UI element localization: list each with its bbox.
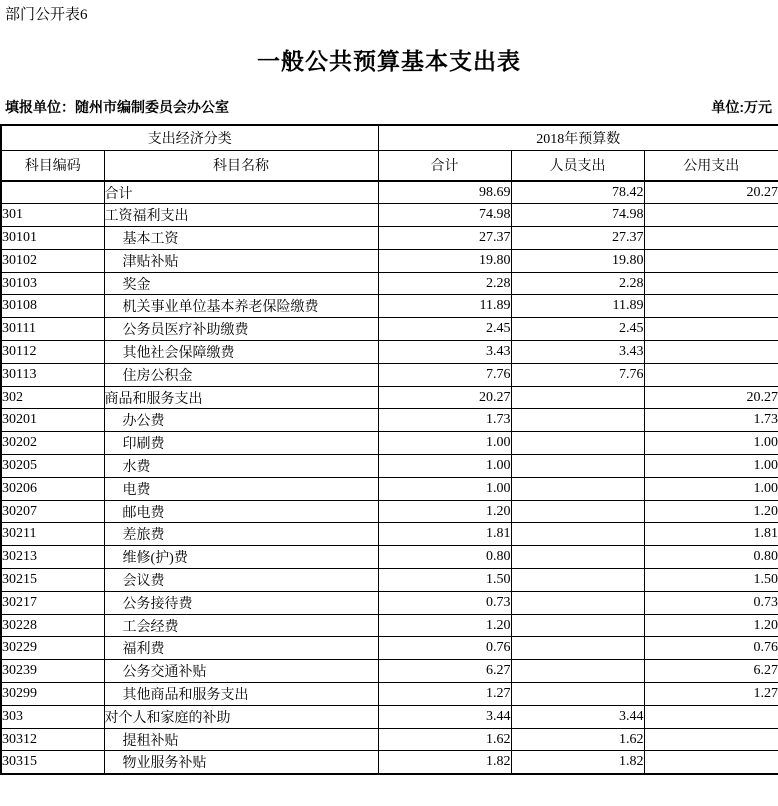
row-total: 6.27 xyxy=(378,660,511,683)
row-public: 1.20 xyxy=(644,614,778,637)
table-row xyxy=(1,249,778,272)
table-row xyxy=(1,500,778,523)
table-row xyxy=(1,614,778,637)
col-group-budget-2018: 2018年预算数 xyxy=(378,125,778,150)
row-personnel: 19.80 xyxy=(511,249,644,272)
row-public: 1.73 xyxy=(644,409,778,432)
row-total: 1.00 xyxy=(378,455,511,478)
table-row xyxy=(1,318,778,341)
row-personnel xyxy=(511,409,644,432)
row-personnel xyxy=(511,455,644,478)
row-name: 机关事业单位基本养老保险缴费 xyxy=(104,295,378,318)
row-code: 30299 xyxy=(1,683,104,706)
row-personnel xyxy=(511,683,644,706)
row-total: 27.37 xyxy=(378,227,511,250)
row-personnel xyxy=(511,614,644,637)
table-row xyxy=(1,181,778,204)
row-name: 会议费 xyxy=(104,569,378,592)
row-name: 对个人和家庭的补助 xyxy=(104,705,378,728)
row-total: 3.43 xyxy=(378,341,511,364)
row-personnel: 11.89 xyxy=(511,295,644,318)
row-public xyxy=(644,295,778,318)
row-code: 30217 xyxy=(1,591,104,614)
row-personnel xyxy=(511,591,644,614)
row-personnel xyxy=(511,500,644,523)
row-code: 30205 xyxy=(1,455,104,478)
row-code: 30215 xyxy=(1,569,104,592)
row-personnel xyxy=(511,637,644,660)
row-name: 福利费 xyxy=(104,637,378,660)
table-row xyxy=(1,591,778,614)
table-row xyxy=(1,204,778,227)
row-public: 1.00 xyxy=(644,477,778,500)
row-public: 6.27 xyxy=(644,660,778,683)
row-personnel: 74.98 xyxy=(511,204,644,227)
row-name: 津贴补贴 xyxy=(104,249,378,272)
table-row xyxy=(1,432,778,455)
unit-note: 单位:万元 xyxy=(711,99,772,115)
row-code: 30207 xyxy=(1,500,104,523)
meta-row xyxy=(5,99,772,115)
row-name: 印刷费 xyxy=(104,432,378,455)
row-code: 303 xyxy=(1,705,104,728)
col-header-public: 公用支出 xyxy=(644,150,778,181)
table-row xyxy=(1,523,778,546)
row-total: 0.80 xyxy=(378,546,511,569)
table-row xyxy=(1,637,778,660)
row-name: 电费 xyxy=(104,477,378,500)
row-code: 30102 xyxy=(1,249,104,272)
table-row xyxy=(1,705,778,728)
row-public xyxy=(644,341,778,364)
table-row xyxy=(1,683,778,706)
row-public xyxy=(644,363,778,386)
row-public: 1.00 xyxy=(644,432,778,455)
sheet-label: 部门公开表6 xyxy=(5,7,88,23)
row-total: 1.00 xyxy=(378,432,511,455)
row-code: 30201 xyxy=(1,409,104,432)
row-personnel: 78.42 xyxy=(511,181,644,204)
row-public xyxy=(644,227,778,250)
row-name: 水费 xyxy=(104,455,378,478)
row-name: 公务接待费 xyxy=(104,591,378,614)
row-name: 办公费 xyxy=(104,409,378,432)
table-row xyxy=(1,295,778,318)
row-code: 30239 xyxy=(1,660,104,683)
table-row xyxy=(1,660,778,683)
row-personnel: 2.45 xyxy=(511,318,644,341)
filing-unit-label: 填报单位：随州市编制委员会办公室 xyxy=(5,99,229,115)
page-title: 一般公共预算基本支出表 xyxy=(257,48,521,74)
row-name: 奖金 xyxy=(104,272,378,295)
row-personnel xyxy=(511,432,644,455)
row-code: 30101 xyxy=(1,227,104,250)
row-total: 0.73 xyxy=(378,591,511,614)
row-personnel xyxy=(511,477,644,500)
row-total: 98.69 xyxy=(378,181,511,204)
row-total: 2.28 xyxy=(378,272,511,295)
row-public xyxy=(644,272,778,295)
row-total: 1.27 xyxy=(378,683,511,706)
table-row xyxy=(1,728,778,751)
row-code: 30111 xyxy=(1,318,104,341)
row-personnel xyxy=(511,660,644,683)
row-personnel: 27.37 xyxy=(511,227,644,250)
row-code: 30202 xyxy=(1,432,104,455)
table-row xyxy=(1,272,778,295)
row-personnel xyxy=(511,386,644,409)
row-code: 30112 xyxy=(1,341,104,364)
row-code: 30103 xyxy=(1,272,104,295)
row-total: 0.76 xyxy=(378,637,511,660)
row-public: 1.50 xyxy=(644,569,778,592)
row-code: 30211 xyxy=(1,523,104,546)
row-personnel: 1.82 xyxy=(511,751,644,774)
col-group-classification: 支出经济分类 xyxy=(1,125,378,150)
table-row xyxy=(1,546,778,569)
row-personnel: 3.44 xyxy=(511,705,644,728)
table-row xyxy=(1,477,778,500)
row-total: 20.27 xyxy=(378,386,511,409)
row-name: 工资福利支出 xyxy=(104,204,378,227)
row-public xyxy=(644,249,778,272)
row-personnel xyxy=(511,546,644,569)
row-total: 1.81 xyxy=(378,523,511,546)
row-public xyxy=(644,204,778,227)
row-total: 1.50 xyxy=(378,569,511,592)
row-name: 商品和服务支出 xyxy=(104,386,378,409)
row-code xyxy=(1,181,104,204)
table-row xyxy=(1,363,778,386)
row-total: 1.62 xyxy=(378,728,511,751)
row-public: 1.81 xyxy=(644,523,778,546)
row-public: 0.76 xyxy=(644,637,778,660)
row-code: 30213 xyxy=(1,546,104,569)
row-code: 30113 xyxy=(1,363,104,386)
table-row xyxy=(1,569,778,592)
table-row xyxy=(1,386,778,409)
row-public xyxy=(644,728,778,751)
row-code: 30229 xyxy=(1,637,104,660)
row-total: 1.00 xyxy=(378,477,511,500)
row-code: 30206 xyxy=(1,477,104,500)
row-total: 7.76 xyxy=(378,363,511,386)
row-name: 其他商品和服务支出 xyxy=(104,683,378,706)
row-personnel: 1.62 xyxy=(511,728,644,751)
column-header-row xyxy=(1,150,778,181)
row-name: 物业服务补贴 xyxy=(104,751,378,774)
row-name: 维修(护)费 xyxy=(104,546,378,569)
table-body xyxy=(1,181,778,774)
row-total: 2.45 xyxy=(378,318,511,341)
row-name: 合计 xyxy=(104,181,378,204)
row-total: 1.73 xyxy=(378,409,511,432)
row-code: 30315 xyxy=(1,751,104,774)
row-public: 20.27 xyxy=(644,181,778,204)
col-header-name: 科目名称 xyxy=(104,150,378,181)
row-public: 1.20 xyxy=(644,500,778,523)
group-header-row xyxy=(1,125,778,150)
row-name: 公务交通补贴 xyxy=(104,660,378,683)
col-header-personnel: 人员支出 xyxy=(511,150,644,181)
row-code: 30312 xyxy=(1,728,104,751)
row-public: 0.80 xyxy=(644,546,778,569)
row-name: 公务员医疗补助缴费 xyxy=(104,318,378,341)
row-public xyxy=(644,705,778,728)
row-personnel: 2.28 xyxy=(511,272,644,295)
row-total: 3.44 xyxy=(378,705,511,728)
row-total: 19.80 xyxy=(378,249,511,272)
row-total: 1.20 xyxy=(378,500,511,523)
table-row xyxy=(1,409,778,432)
table-row xyxy=(1,751,778,774)
row-code: 301 xyxy=(1,204,104,227)
col-header-code: 科目编码 xyxy=(1,150,104,181)
row-code: 302 xyxy=(1,386,104,409)
row-personnel xyxy=(511,569,644,592)
row-personnel xyxy=(511,523,644,546)
row-name: 邮电费 xyxy=(104,500,378,523)
row-public xyxy=(644,751,778,774)
budget-table xyxy=(0,124,778,775)
row-code: 30228 xyxy=(1,614,104,637)
row-name: 工会经费 xyxy=(104,614,378,637)
table-row xyxy=(1,455,778,478)
row-name: 提租补贴 xyxy=(104,728,378,751)
row-public: 20.27 xyxy=(644,386,778,409)
row-personnel: 7.76 xyxy=(511,363,644,386)
row-public xyxy=(644,318,778,341)
row-total: 11.89 xyxy=(378,295,511,318)
row-name: 其他社会保障缴费 xyxy=(104,341,378,364)
row-code: 30108 xyxy=(1,295,104,318)
row-public: 1.00 xyxy=(644,455,778,478)
row-public: 1.27 xyxy=(644,683,778,706)
row-total: 1.82 xyxy=(378,751,511,774)
col-header-total: 合计 xyxy=(378,150,511,181)
row-name: 住房公积金 xyxy=(104,363,378,386)
row-name: 差旅费 xyxy=(104,523,378,546)
row-public: 0.73 xyxy=(644,591,778,614)
table-row xyxy=(1,341,778,364)
row-total: 74.98 xyxy=(378,204,511,227)
row-name: 基本工资 xyxy=(104,227,378,250)
row-total: 1.20 xyxy=(378,614,511,637)
table-row xyxy=(1,227,778,250)
row-personnel: 3.43 xyxy=(511,341,644,364)
